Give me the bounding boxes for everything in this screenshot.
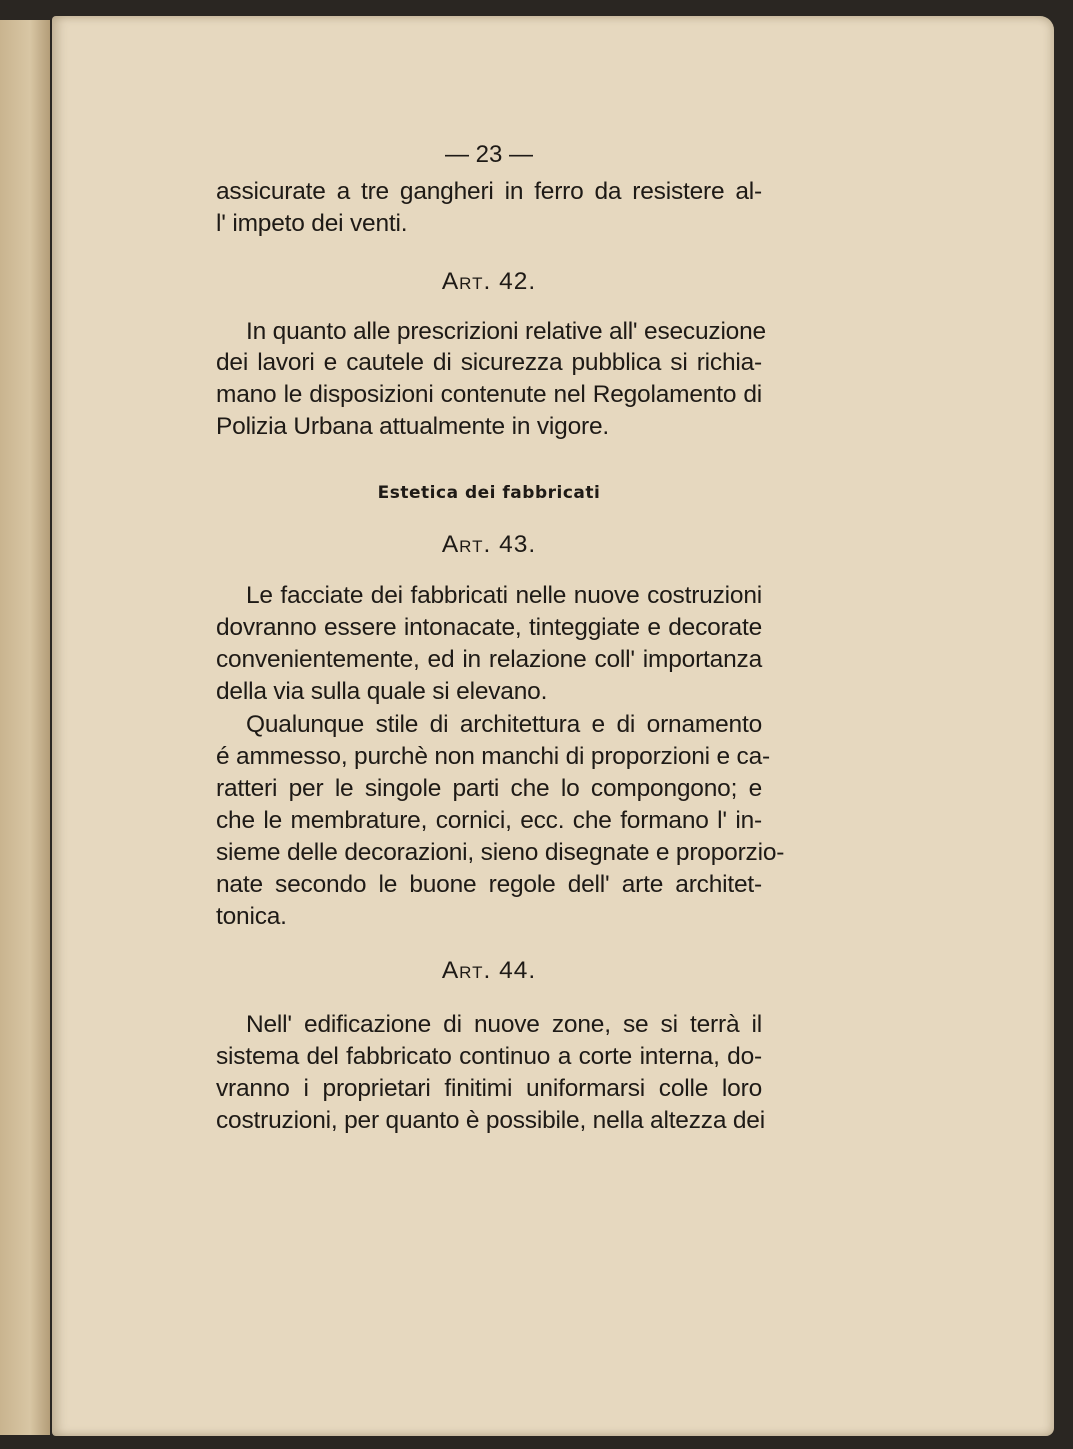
text-line: dei lavori e cautele di sicurezza pubblica si richia- (216, 349, 762, 376)
text-line: ratteri per le singole parti che lo compongono; e (216, 775, 762, 802)
text-line: dovranno essere intonacate, tinteggiate e decorate (216, 614, 762, 641)
text-line: della via sulla quale si elevano. (216, 678, 548, 705)
text-line: Polizia Urbana attualmente in vigore. (216, 413, 609, 440)
text-line: l' impeto dei venti. (216, 210, 408, 237)
text-line: convenientemente, ed in relazione coll' importanza (216, 646, 762, 673)
text-line: Le facciate dei fabbricati nelle nuove costruzioni (246, 582, 762, 609)
text-line: costruzioni, per quanto è possibile, nella altezza dei (216, 1107, 765, 1134)
text-line: assicurate a tre gangheri in ferro da resistere al- (216, 178, 762, 205)
article-heading: Art. 44. (441, 957, 537, 984)
text-line: Qualunque stile di architettura e di ornamento (246, 711, 762, 738)
previous-page-edge (0, 20, 50, 1435)
text-line: tonica. (216, 903, 287, 930)
section-heading: Estetica dei fabbricati (377, 483, 601, 503)
text-line: sistema del fabbricato continuo a corte interna, do- (216, 1043, 762, 1070)
text-line: nate secondo le buone regole dell' arte architet- (216, 871, 762, 898)
article-heading: Art. 42. (441, 268, 537, 295)
article-heading: Art. 43. (441, 531, 537, 558)
page-number: — 23 — (444, 141, 534, 168)
text-line: é ammesso, purchè non manchi di proporzioni e ca- (216, 743, 770, 770)
body-text (216, 0, 785, 1449)
text-line: vranno i proprietari finitimi uniformarsi colle loro (216, 1075, 762, 1102)
text-line: sieme delle decorazioni, sieno disegnate e proporzio- (216, 839, 785, 866)
text-line: mano le disposizioni contenute nel Regolamento di (216, 381, 762, 408)
text-line: che le membrature, cornici, ecc. che formano l' in- (216, 807, 762, 834)
text-line: Nell' edificazione di nuove zone, se si terrà il (246, 1011, 762, 1038)
text-line: In quanto alle prescrizioni relative all' esecuzione (246, 318, 766, 345)
